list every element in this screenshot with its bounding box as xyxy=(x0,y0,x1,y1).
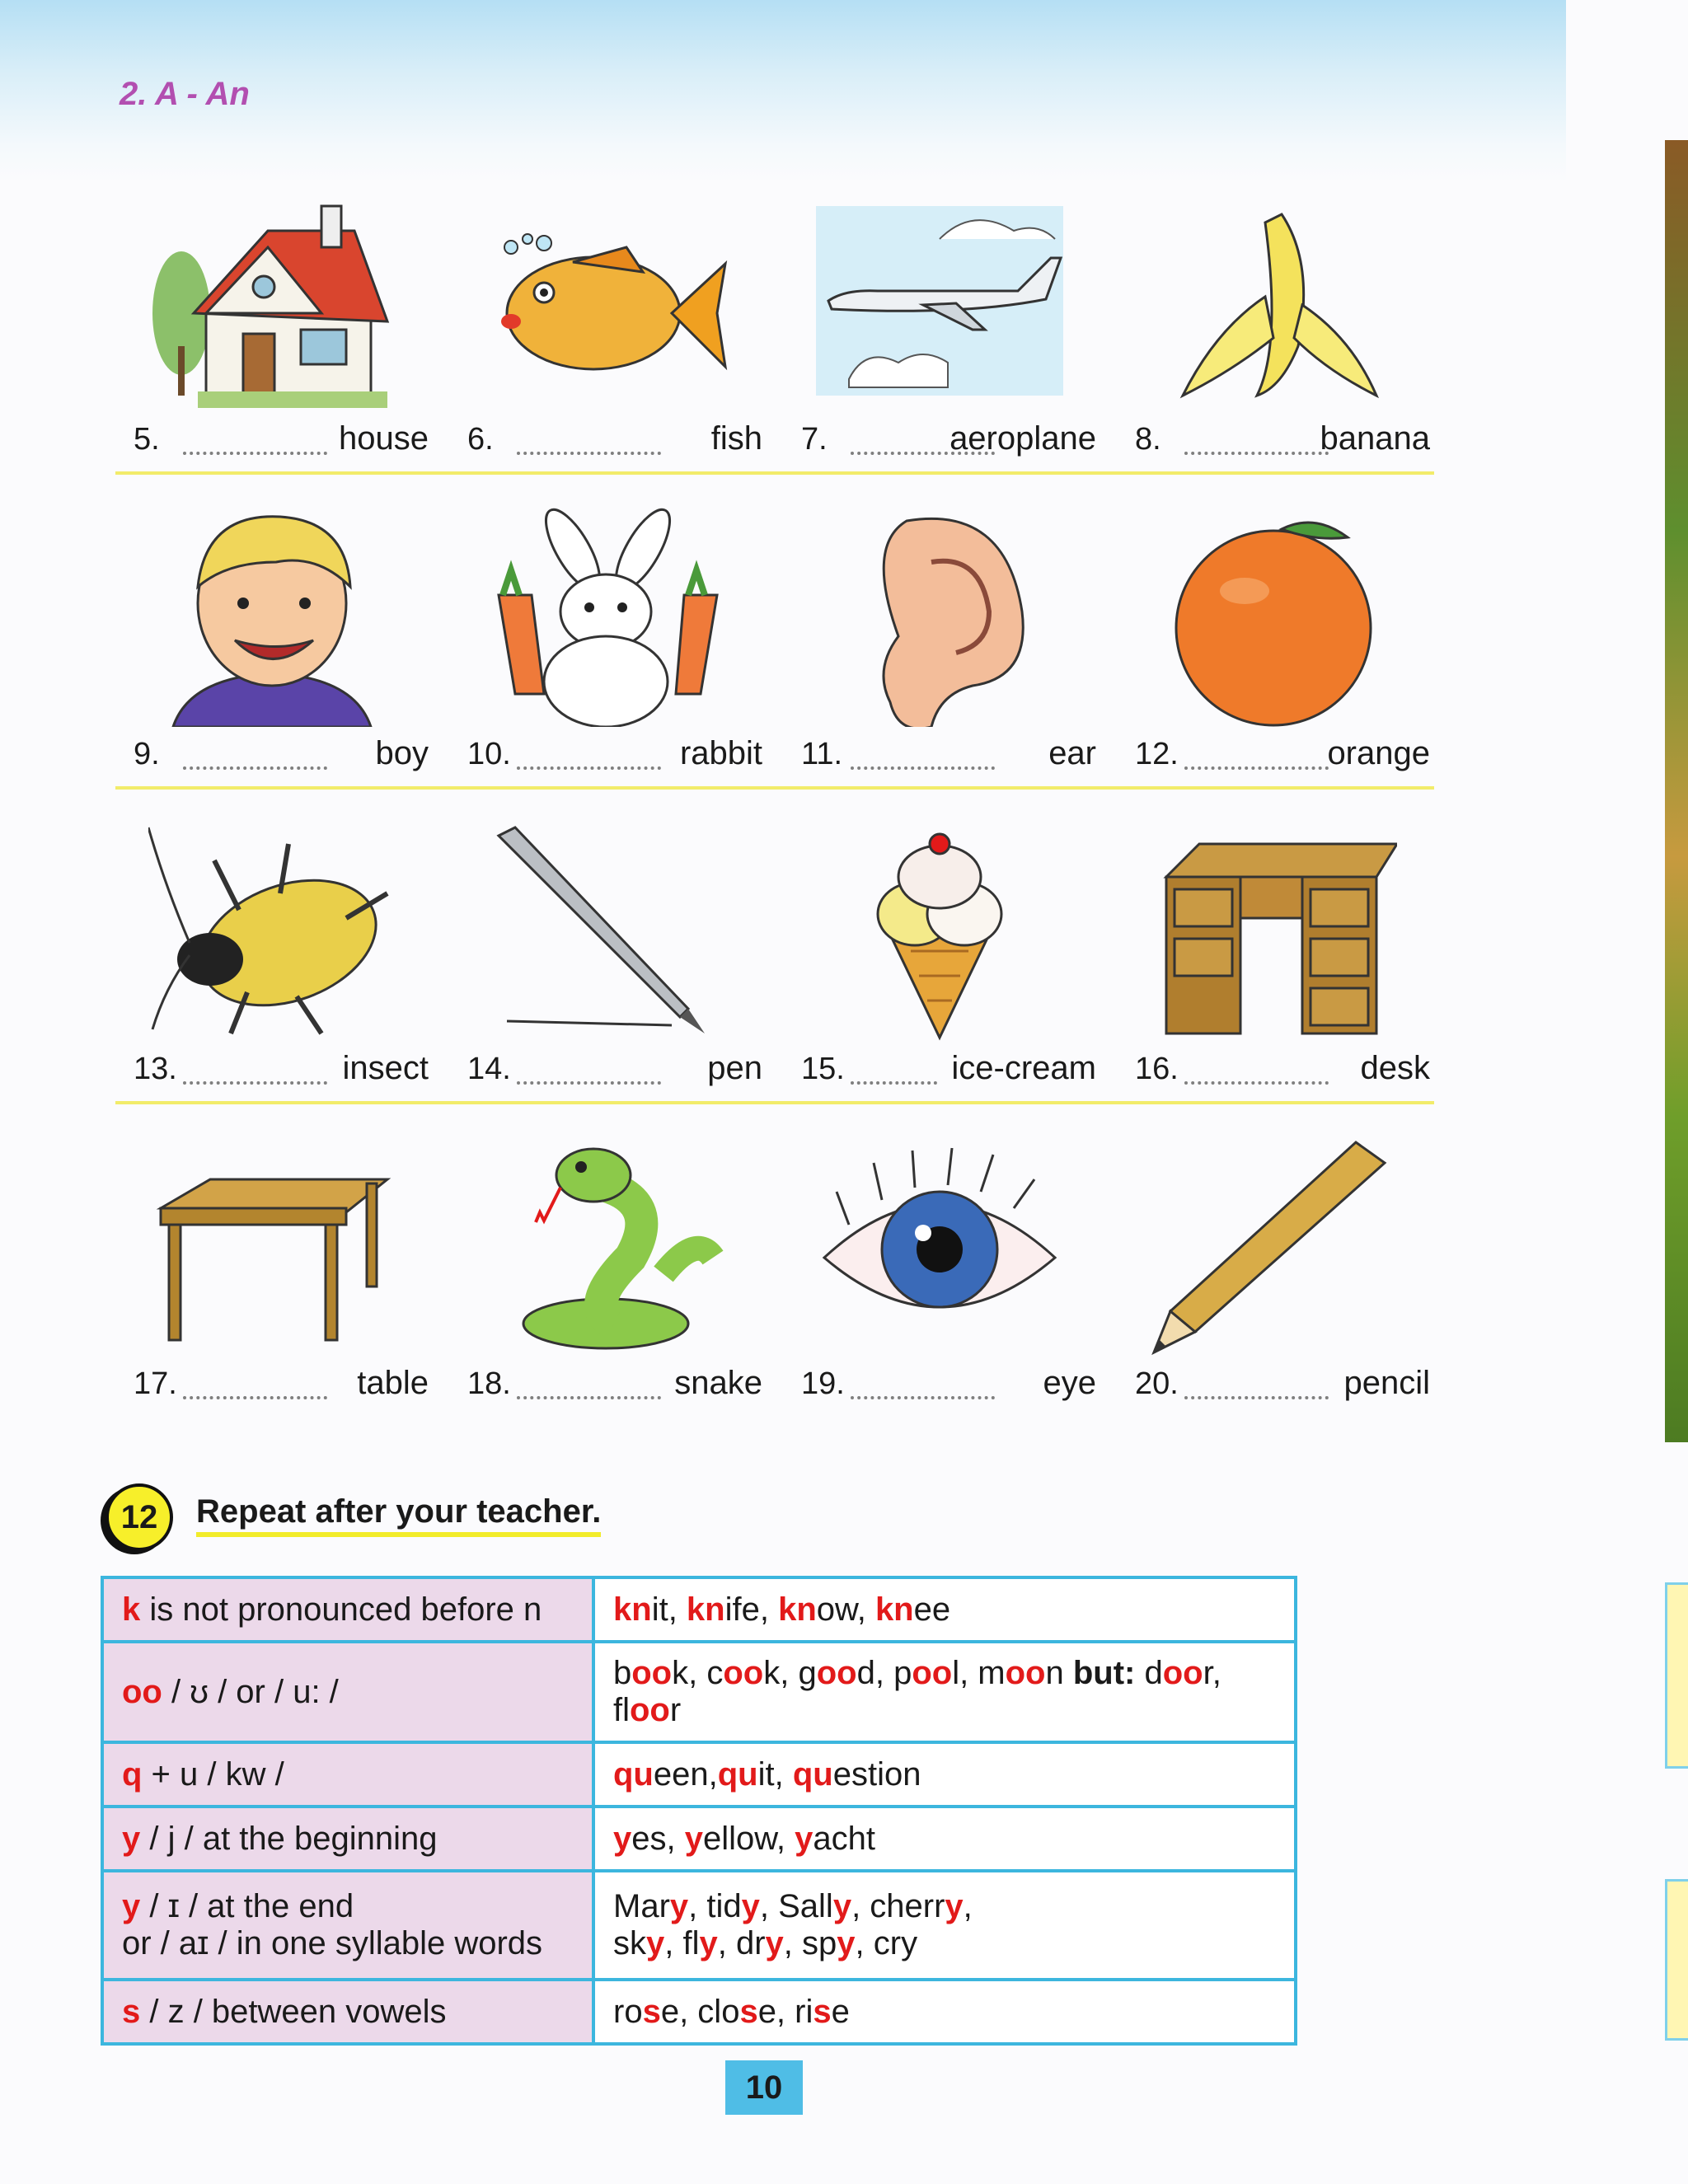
rabbit-icon xyxy=(482,504,729,727)
item-number: 7. xyxy=(801,422,828,457)
item-word: insect xyxy=(342,1050,429,1086)
fish-icon xyxy=(482,190,729,412)
exercise-item xyxy=(1109,190,1438,462)
text-segment: d xyxy=(1135,1655,1163,1691)
text-segment: / z / between vowels xyxy=(140,1993,447,2030)
aeroplane-icon xyxy=(816,190,1063,412)
rule-row xyxy=(102,1642,1296,1742)
exercise-title: Repeat after your teacher. xyxy=(196,1493,601,1537)
highlighted-letters: y xyxy=(646,1925,665,1961)
pronunciation-rules-table xyxy=(101,1576,1297,2046)
highlighted-letters: k xyxy=(122,1591,141,1628)
text-segment: ow, xyxy=(816,1591,875,1628)
exercise-item xyxy=(107,504,437,776)
text-segment: , xyxy=(963,1888,973,1924)
text-segment: + u / kw / xyxy=(142,1755,284,1793)
highlighted-letters: qu xyxy=(717,1755,758,1793)
item-word: rabbit xyxy=(679,735,762,771)
text-segment: acht xyxy=(813,1820,876,1857)
answer-blank[interactable] xyxy=(1184,745,1329,770)
text-line xyxy=(613,1994,1276,2031)
adjacent-page-panel xyxy=(1665,1879,1688,2041)
highlighted-letters: oo xyxy=(122,1673,162,1710)
text-segment: , cherr xyxy=(851,1888,945,1924)
section-title: 2. A - An xyxy=(120,76,250,112)
text-segment: r, fl xyxy=(613,1655,1221,1728)
highlighted-letters: s xyxy=(122,1993,141,2030)
item-number: 19. xyxy=(801,1366,845,1401)
table-icon xyxy=(148,1134,396,1357)
answer-blank[interactable] xyxy=(1184,1375,1329,1399)
item-number: 18. xyxy=(467,1366,511,1401)
highlighted-letters: kn xyxy=(613,1591,652,1628)
exercise-item xyxy=(775,819,1104,1091)
rule-cell xyxy=(102,1807,593,1871)
item-word: pen xyxy=(707,1050,762,1086)
highlighted-letters: oo xyxy=(723,1655,764,1691)
item-word: house xyxy=(339,420,429,457)
answer-blank[interactable] xyxy=(517,1060,661,1085)
exercise-item xyxy=(107,190,437,462)
item-number: 13. xyxy=(134,1052,177,1086)
item-word: snake xyxy=(674,1365,762,1401)
text-segment: ellow, xyxy=(702,1820,795,1857)
exercise-item xyxy=(1109,819,1438,1091)
highlighted-letters: y xyxy=(837,1925,856,1961)
answer-blank[interactable] xyxy=(517,745,661,770)
item-number: 12. xyxy=(1135,737,1179,771)
row-divider xyxy=(115,786,1434,790)
exercise-number-badge: 12 xyxy=(106,1483,173,1551)
text-line xyxy=(122,1674,574,1711)
highlighted-letters: oo xyxy=(1162,1655,1203,1691)
text-segment: is not pronounced before n xyxy=(140,1591,542,1628)
highlighted-letters: qu xyxy=(792,1755,833,1793)
item-number: 20. xyxy=(1135,1366,1179,1401)
highlighted-letters: y xyxy=(669,1888,689,1924)
text-line xyxy=(613,1655,1276,1729)
text-segment: ee xyxy=(913,1591,951,1628)
exercise-item xyxy=(1109,1134,1438,1406)
exercise-item xyxy=(775,504,1104,776)
text-segment: e, ri xyxy=(757,1993,814,2030)
highlighted-letters: oo xyxy=(630,1692,670,1728)
highlighted-letters: y xyxy=(832,1888,852,1924)
highlighted-letters: s xyxy=(813,1993,832,2030)
eye-icon xyxy=(816,1134,1063,1357)
exercise-item xyxy=(441,819,771,1091)
insect-icon xyxy=(148,819,396,1042)
highlighted-letters: y xyxy=(741,1888,760,1924)
text-line xyxy=(122,1821,574,1858)
example-cell xyxy=(593,1642,1296,1742)
exercise-row xyxy=(107,819,1442,1134)
highlighted-letters: y xyxy=(122,1820,141,1857)
text-segment: k, g xyxy=(763,1655,817,1691)
text-segment: or / aɪ / in one syllable words xyxy=(122,1925,543,1961)
item-number: 9. xyxy=(134,737,160,771)
text-line xyxy=(613,1756,1276,1793)
text-segment: , Sall xyxy=(759,1888,833,1924)
exercise-item xyxy=(775,1134,1104,1406)
answer-blank[interactable] xyxy=(183,430,327,455)
highlighted-letters: y xyxy=(795,1820,814,1857)
page-number: 10 xyxy=(725,2060,803,2115)
exercise-row xyxy=(107,190,1442,504)
item-word: fish xyxy=(710,420,762,457)
answer-blank[interactable] xyxy=(851,1060,937,1085)
exercise-item xyxy=(1109,504,1438,776)
example-cell xyxy=(593,1577,1296,1642)
example-cell xyxy=(593,1807,1296,1871)
item-word: ear xyxy=(1048,735,1096,771)
text-segment: it, xyxy=(651,1591,687,1628)
exercise-row xyxy=(107,504,1442,819)
text-segment: k, c xyxy=(672,1655,724,1691)
item-word: table xyxy=(357,1365,429,1401)
exercise-row xyxy=(107,1134,1442,1449)
rule-row xyxy=(102,1577,1296,1642)
rule-row xyxy=(102,1807,1296,1871)
highlighted-letters: qu xyxy=(613,1755,654,1793)
item-word: pencil xyxy=(1343,1365,1430,1401)
item-word: eye xyxy=(1043,1365,1096,1401)
example-cell xyxy=(593,1742,1296,1807)
text-segment: , tid xyxy=(688,1888,742,1924)
highlighted-letters: s xyxy=(739,1993,758,2030)
pen-icon xyxy=(482,819,729,1042)
text-segment: / ʊ / or / u: / xyxy=(162,1673,339,1710)
pencil-icon xyxy=(1150,1134,1397,1357)
item-word: orange xyxy=(1327,735,1430,771)
text-line xyxy=(613,1591,1276,1629)
exercise-item xyxy=(441,1134,771,1406)
text-segment: sk xyxy=(613,1925,646,1961)
highlighted-letters: s xyxy=(642,1993,661,2030)
exercise-item xyxy=(441,504,771,776)
text-segment: r xyxy=(669,1692,682,1728)
text-segment: n xyxy=(1045,1655,1073,1691)
item-word: boy xyxy=(375,735,429,771)
ear-icon xyxy=(816,504,1063,727)
house-icon xyxy=(148,190,396,412)
highlighted-letters: oo xyxy=(1005,1655,1046,1691)
answer-blank[interactable] xyxy=(517,1375,661,1399)
text-segment: , cry xyxy=(855,1925,918,1961)
boy-icon xyxy=(148,504,396,727)
answer-blank[interactable] xyxy=(1184,430,1329,455)
highlighted-letters: kn xyxy=(874,1591,914,1628)
text-segment: but: xyxy=(1072,1655,1136,1691)
desk-icon xyxy=(1150,819,1397,1042)
example-cell xyxy=(593,1871,1296,1980)
text-segment: it, xyxy=(757,1755,793,1793)
example-cell xyxy=(593,1980,1296,2044)
exercise-item xyxy=(775,190,1104,462)
exercise-item xyxy=(441,190,771,462)
item-number: 6. xyxy=(467,422,494,457)
text-segment: e xyxy=(831,1993,850,2030)
exercise-grid xyxy=(107,190,1442,1449)
ice-cream-icon xyxy=(816,819,1063,1042)
answer-blank[interactable] xyxy=(183,745,327,770)
text-segment: b xyxy=(613,1655,632,1691)
highlighted-letters: oo xyxy=(912,1655,953,1691)
text-line xyxy=(613,1925,1276,1962)
item-word: banana xyxy=(1320,420,1430,457)
rule-cell xyxy=(102,1871,593,1980)
text-line xyxy=(613,1821,1276,1858)
text-line xyxy=(122,1591,574,1629)
rule-row xyxy=(102,1980,1296,2044)
answer-blank[interactable] xyxy=(183,1060,327,1085)
text-segment: / j / at the beginning xyxy=(140,1820,438,1857)
text-segment: , dr xyxy=(717,1925,766,1961)
text-line xyxy=(613,1888,1276,1925)
text-segment: d, p xyxy=(856,1655,912,1691)
item-number: 16. xyxy=(1135,1052,1179,1086)
text-segment: ife, xyxy=(724,1591,779,1628)
item-number: 5. xyxy=(134,422,160,457)
highlighted-letters: q xyxy=(122,1755,143,1793)
text-line xyxy=(122,1994,574,2031)
item-word: aeroplane xyxy=(950,420,1096,457)
highlighted-letters: kn xyxy=(686,1591,725,1628)
answer-blank[interactable] xyxy=(851,1375,995,1399)
item-word: ice-cream xyxy=(951,1050,1096,1086)
item-word: desk xyxy=(1360,1050,1430,1086)
highlighted-letters: oo xyxy=(816,1655,857,1691)
adjacent-page-edge xyxy=(1665,140,1688,1442)
item-number: 10. xyxy=(467,737,511,771)
text-segment: l, m xyxy=(952,1655,1006,1691)
highlighted-letters: y xyxy=(699,1925,718,1961)
highlighted-letters: y xyxy=(613,1820,632,1857)
item-number: 14. xyxy=(467,1052,511,1086)
highlighted-letters: y xyxy=(945,1888,964,1924)
highlighted-letters: y xyxy=(122,1888,141,1924)
text-segment: ro xyxy=(613,1993,643,2030)
rule-cell xyxy=(102,1980,593,2044)
text-segment: een, xyxy=(653,1755,718,1793)
text-line xyxy=(122,1888,574,1925)
exercise-item xyxy=(107,819,437,1091)
text-segment: , sp xyxy=(783,1925,837,1961)
answer-blank[interactable] xyxy=(517,430,661,455)
text-line xyxy=(122,1925,574,1962)
rule-row xyxy=(102,1742,1296,1807)
answer-blank[interactable] xyxy=(1184,1060,1329,1085)
answer-blank[interactable] xyxy=(183,1375,327,1399)
rule-cell xyxy=(102,1577,593,1642)
rule-cell xyxy=(102,1742,593,1807)
item-number: 8. xyxy=(1135,422,1161,457)
text-segment: / ɪ / at the end xyxy=(140,1888,354,1924)
item-number: 11. xyxy=(801,737,843,771)
row-divider xyxy=(115,471,1434,475)
rule-row xyxy=(102,1871,1296,1980)
banana-icon xyxy=(1150,190,1397,412)
answer-blank[interactable] xyxy=(851,745,995,770)
row-divider xyxy=(115,1101,1434,1104)
highlighted-letters: oo xyxy=(631,1655,673,1691)
snake-icon xyxy=(482,1134,729,1357)
text-segment: Mar xyxy=(613,1888,670,1924)
text-line xyxy=(122,1756,574,1793)
rule-cell xyxy=(102,1642,593,1742)
adjacent-page-panel xyxy=(1665,1582,1688,1769)
item-number: 15. xyxy=(801,1052,845,1086)
highlighted-letters: kn xyxy=(778,1591,817,1628)
highlighted-letters: y xyxy=(765,1925,784,1961)
item-number: 17. xyxy=(134,1366,177,1401)
orange-icon xyxy=(1150,504,1397,727)
exercise-item xyxy=(107,1134,437,1406)
highlighted-letters: y xyxy=(684,1820,703,1857)
text-segment: , fl xyxy=(664,1925,700,1961)
text-segment: es, xyxy=(631,1820,685,1857)
text-segment: e, clo xyxy=(660,1993,740,2030)
text-segment: estion xyxy=(832,1755,921,1793)
